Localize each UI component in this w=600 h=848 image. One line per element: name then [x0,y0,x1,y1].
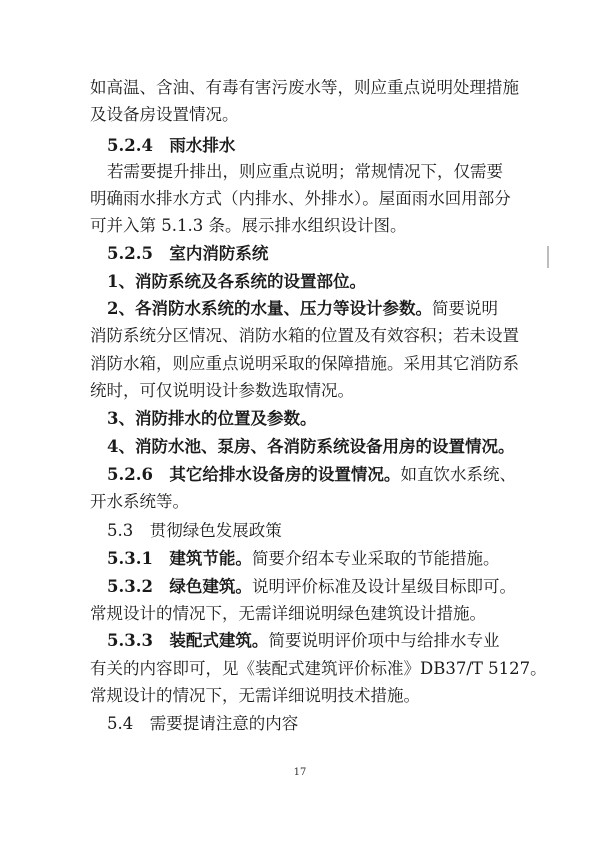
text-segment: 有关的内容即可，见《装配式建筑评价标准》DB37/T 5127。 [90,659,547,678]
text-segment: 简要说明 [431,299,498,318]
text-segment: 如高温、含油、有毒有害污废水等，则应重点说明处理措施 [90,78,519,97]
text-segment: 及设备房设置情况。 [90,105,239,124]
text-segment: 常规设计的情况下，无需详细说明技术措施。 [90,686,420,705]
text-line [90,215,580,237]
text-line [107,271,580,293]
text-line [90,603,580,625]
text-line [90,685,580,707]
text-line [107,408,580,430]
text-segment: 明确雨水排水方式（内排水、外排水）。屋面雨水回用部分 [90,189,511,208]
text-segment: 简要说明评价项中与给排水专业 [268,631,500,650]
text-line [90,104,580,126]
text-segment: 如直饮水系统、 [400,465,516,484]
bold-text-segment: 4、消防水池、泵房、各消防系统设备用房的设置情况。 [107,437,515,456]
page-number: 17 [293,767,307,778]
text-line [107,520,580,542]
text-line [107,161,580,183]
bold-text-segment: 5.3.1 建筑节能。 [107,549,252,568]
bold-text-segment: 5.3.2 绿色建筑。 [107,577,252,596]
text-line [107,436,580,458]
text-line [107,713,580,735]
bold-text-segment: 3、消防排水的位置及参数。 [107,409,317,428]
text-segment: 开水系统等。 [90,492,189,511]
text-line [90,658,580,680]
text-segment: 消防系统分区情况、消防水箱的位置及有效容积；若未设置 [90,326,519,345]
text-line [107,243,580,265]
text-segment: 简要介绍本专业采取的节能措施。 [251,549,500,568]
text-line [107,135,580,157]
text-line [107,298,580,320]
text-line [107,548,580,570]
text-segment: 常规设计的情况下，无需详细说明绿色建筑设计措施。 [90,604,486,623]
text-segment: 5.4 需要提请注意的内容 [107,714,299,733]
text-line [107,464,580,486]
text-line [90,380,580,402]
text-segment: 说明评价标准及设计星级目标即可。 [251,577,516,596]
text-line [90,325,580,347]
bold-text-segment: 5.3.3 装配式建筑。 [107,631,269,650]
text-line [107,630,580,652]
text-line [90,353,580,375]
text-line [90,77,580,99]
text-segment: 若需要提升排出，则应重点说明；常规情况下，仅需要 [107,162,503,181]
text-segment: 5.3 贯彻绿色发展政策 [107,521,282,540]
bold-text-segment: 5.2.4 雨水排水 [107,136,236,155]
text-line [90,188,580,210]
text-line [90,491,580,513]
text-line [107,576,580,598]
bold-text-segment: 5.2.6 其它给排水设备房的设置情况。 [107,465,401,484]
text-segment: 统时，可仅说明设计参数选取情况。 [90,381,354,400]
bold-text-segment: 2、各消防水系统的水量、压力等设计参数。 [107,299,432,318]
text-segment: 消防水箱，则应重点说明采取的保障措施。采用其它消防系 [90,354,519,373]
text-segment: 可并入第 5.1.3 条。展示排水组织设计图。 [90,216,407,235]
bold-text-segment: 1、消防系统及各系统的设置部位。 [107,272,366,291]
bold-text-segment: 5.2.5 室内消防系统 [107,244,269,263]
